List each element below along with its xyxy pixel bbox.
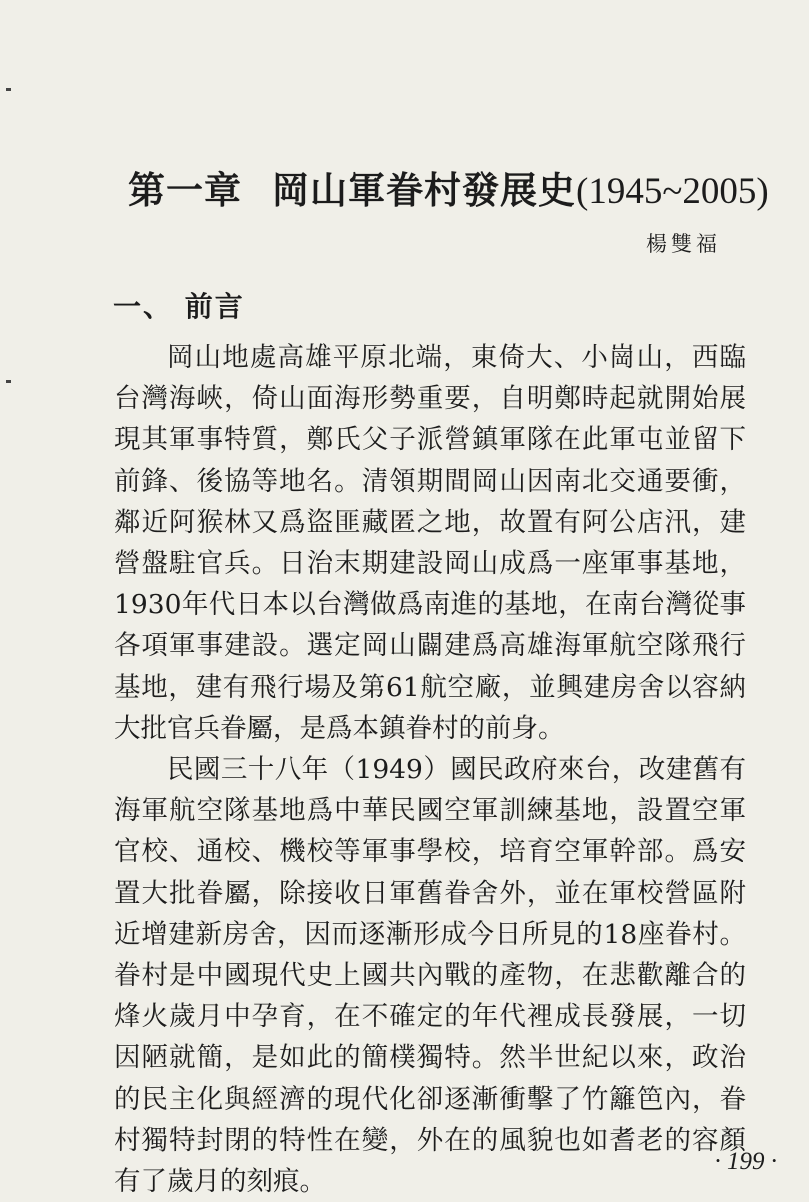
paragraph: 岡山地處高雄平原北端，東倚大、小崗山，西臨台灣海峽，倚山面海形勢重要，自明鄭時起就開始展現其軍事特質，鄭氏父子派營鎮軍隊在此軍屯並留下前鋒、後協等地名。清領期間岡山因南北交通要衝，鄰近阿猴林又爲盜匪藏匿之地，故置有阿公店汛，建營盤駐官兵。日治末期建設岡山成爲一座軍事基地，1930年代日本以台灣做爲南進的基地，在南台灣從事各項軍事建設。選定岡山闢建爲高雄海軍航空隊飛行基地，建有飛行場及第61航空廠，並興建房舍以容納大批官兵眷屬，是爲本鎮眷村的前身。	[114, 342, 746, 744]
chapter-title	[128, 160, 769, 214]
body-text	[114, 337, 746, 1202]
chapter-name: 岡山軍眷村發展史	[272, 168, 576, 212]
scan-mark	[6, 380, 11, 383]
author-name: 楊雙福	[646, 232, 721, 256]
section-heading: 一、 前言	[113, 290, 245, 323]
page-number: · 199 ·	[714, 1148, 777, 1175]
chapter-number: 第一章	[128, 168, 242, 212]
scan-mark	[6, 88, 11, 91]
paragraph: 民國三十八年（1949）國民政府來台，改建舊有海軍航空隊基地爲中華民國空軍訓練基地，設置空軍官校、通校、機校等軍事學校，培育空軍幹部。爲安置大批眷屬，除接收日軍舊眷舍外，並在軍校營區附近增建新房舍，因而逐漸形成今日所見的18座眷村。眷村是中國現代史上國共內戰的產物，在悲歡離合的烽火歲月中孕育，在不確定的年代裡成長發展，一切因陋就簡，是如此的簡樸獨特。然半世紀以來，政治的民主化與經濟的現代化卻逐漸衝擊了竹籬笆內，眷村獨特封閉的特性在變，外在的風貌也如耆老的容顏有了歲月的刻痕。	[114, 754, 746, 1198]
chapter-years: (1945~2005)	[576, 171, 769, 212]
